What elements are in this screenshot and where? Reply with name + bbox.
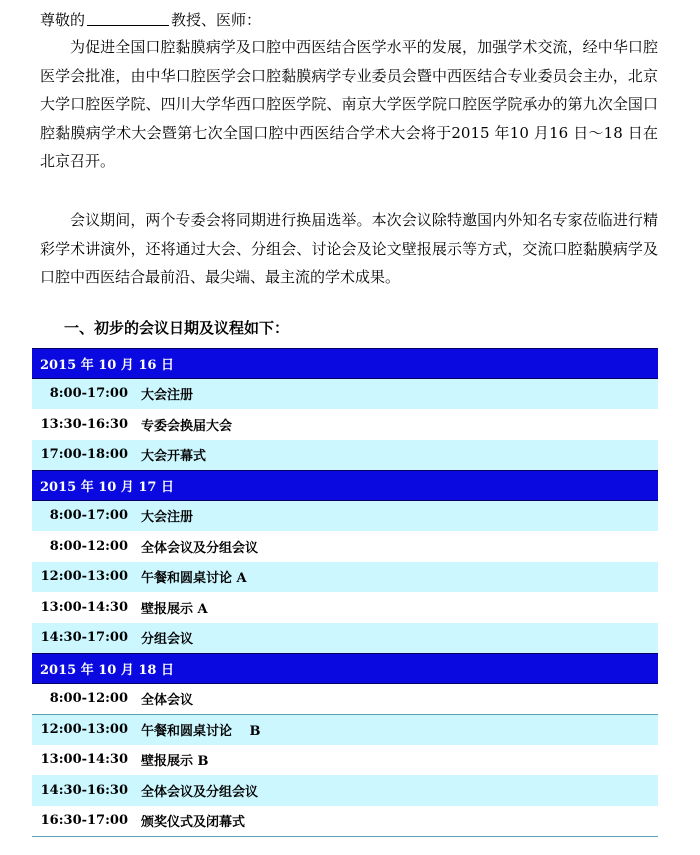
agenda-time: 12:00-13:00 [40, 722, 128, 738]
agenda-row [32, 531, 658, 562]
agenda-row [32, 806, 658, 837]
day-header [32, 348, 658, 379]
agenda-row [32, 684, 658, 715]
agenda-description: 午餐和圆桌讨论 A [141, 571, 247, 587]
day-date: 2015 年 10 月 18 日 [40, 662, 174, 678]
salutation-prefix: 尊敬的 [40, 11, 86, 29]
agenda-time: 8:00-12:00 [49, 538, 128, 554]
day-date: 2015 年 10 月 16 日 [40, 357, 174, 373]
agenda-time: 12:00-13:00 [40, 569, 128, 585]
agenda-description: 全体会议及分组会议 [141, 540, 259, 556]
agenda-description: 全体会议 [141, 693, 194, 709]
agenda-row [32, 440, 658, 471]
agenda-time: 14:30-17:00 [40, 630, 128, 646]
agenda-description: 大会注册 [141, 388, 194, 404]
agenda-description: 分组会议 [141, 632, 194, 648]
agenda-description: 颁奖仪式及闭幕式 [141, 815, 246, 831]
agenda-time: 13:30-16:30 [40, 416, 128, 432]
agenda-row [32, 592, 658, 623]
agenda-time: 8:00-17:00 [49, 508, 128, 524]
agenda-table [32, 348, 658, 837]
agenda-time: 16:30-17:00 [40, 813, 128, 829]
day-header [32, 653, 658, 684]
salutation-suffix: 教授、医师： [171, 11, 262, 29]
agenda-row [32, 714, 658, 745]
agenda-description: 午餐和圆桌讨论 B [141, 724, 261, 740]
agenda-row [32, 775, 658, 806]
agenda-time: 8:00-17:00 [49, 386, 128, 402]
agenda-time: 13:00-14:30 [40, 752, 128, 768]
agenda-row [32, 379, 658, 410]
agenda-description: 大会注册 [141, 510, 194, 526]
agenda-time: 17:00-18:00 [40, 447, 128, 463]
agenda-description: 壁报展示 B [141, 754, 209, 770]
agenda-time: 14:30-16:30 [40, 782, 128, 798]
agenda-description: 大会开幕式 [141, 449, 207, 465]
table-bottom-border [32, 836, 658, 837]
agenda-time: 13:00-14:30 [40, 599, 128, 615]
agenda-description: 壁报展示 A [141, 601, 208, 617]
salutation [40, 10, 261, 30]
agenda-description: 专委会换届大会 [141, 418, 233, 434]
agenda-heading: 一、初步的会议日期及议程如下： [64, 319, 290, 337]
agenda-row [32, 409, 658, 440]
agenda-row [32, 623, 658, 654]
agenda-row [32, 745, 658, 776]
agenda-time: 8:00-12:00 [49, 691, 128, 707]
day-date: 2015 年 10 月 17 日 [40, 479, 174, 495]
agenda-row [32, 562, 658, 593]
election-paragraph: 会议期间，两个专委会将同期进行换届选举。本次会议除特邀国内外知名专家莅临进行精彩学术讲演外，还将通过大会、分组会、讨论会及论文壁报展示等方式，交流口腔黏膜病学及口腔中西医结合最前沿、最尖端、最主流的学术成果。 [40, 211, 658, 286]
agenda-description: 全体会议及分组会议 [141, 784, 259, 800]
agenda-row [32, 501, 658, 532]
name-blank [87, 11, 169, 26]
day-header [32, 470, 658, 501]
intro-paragraph: 为促进全国口腔黏膜病学及口腔中西医结合医学水平的发展，加强学术交流，经中华口腔医学会批准，由中华口腔医学会口腔黏膜病学专业委员会暨中西医结合专业委员会主办，北京大学口腔医学院、四川大学华西口腔医学院、南京大学医学院口腔医学院承办的第九次全国口腔黏膜病学术大会暨第七次全国口腔中西医结合学术大会将于2015 年10 月16 日～18 日在北京召开。 [40, 38, 658, 170]
